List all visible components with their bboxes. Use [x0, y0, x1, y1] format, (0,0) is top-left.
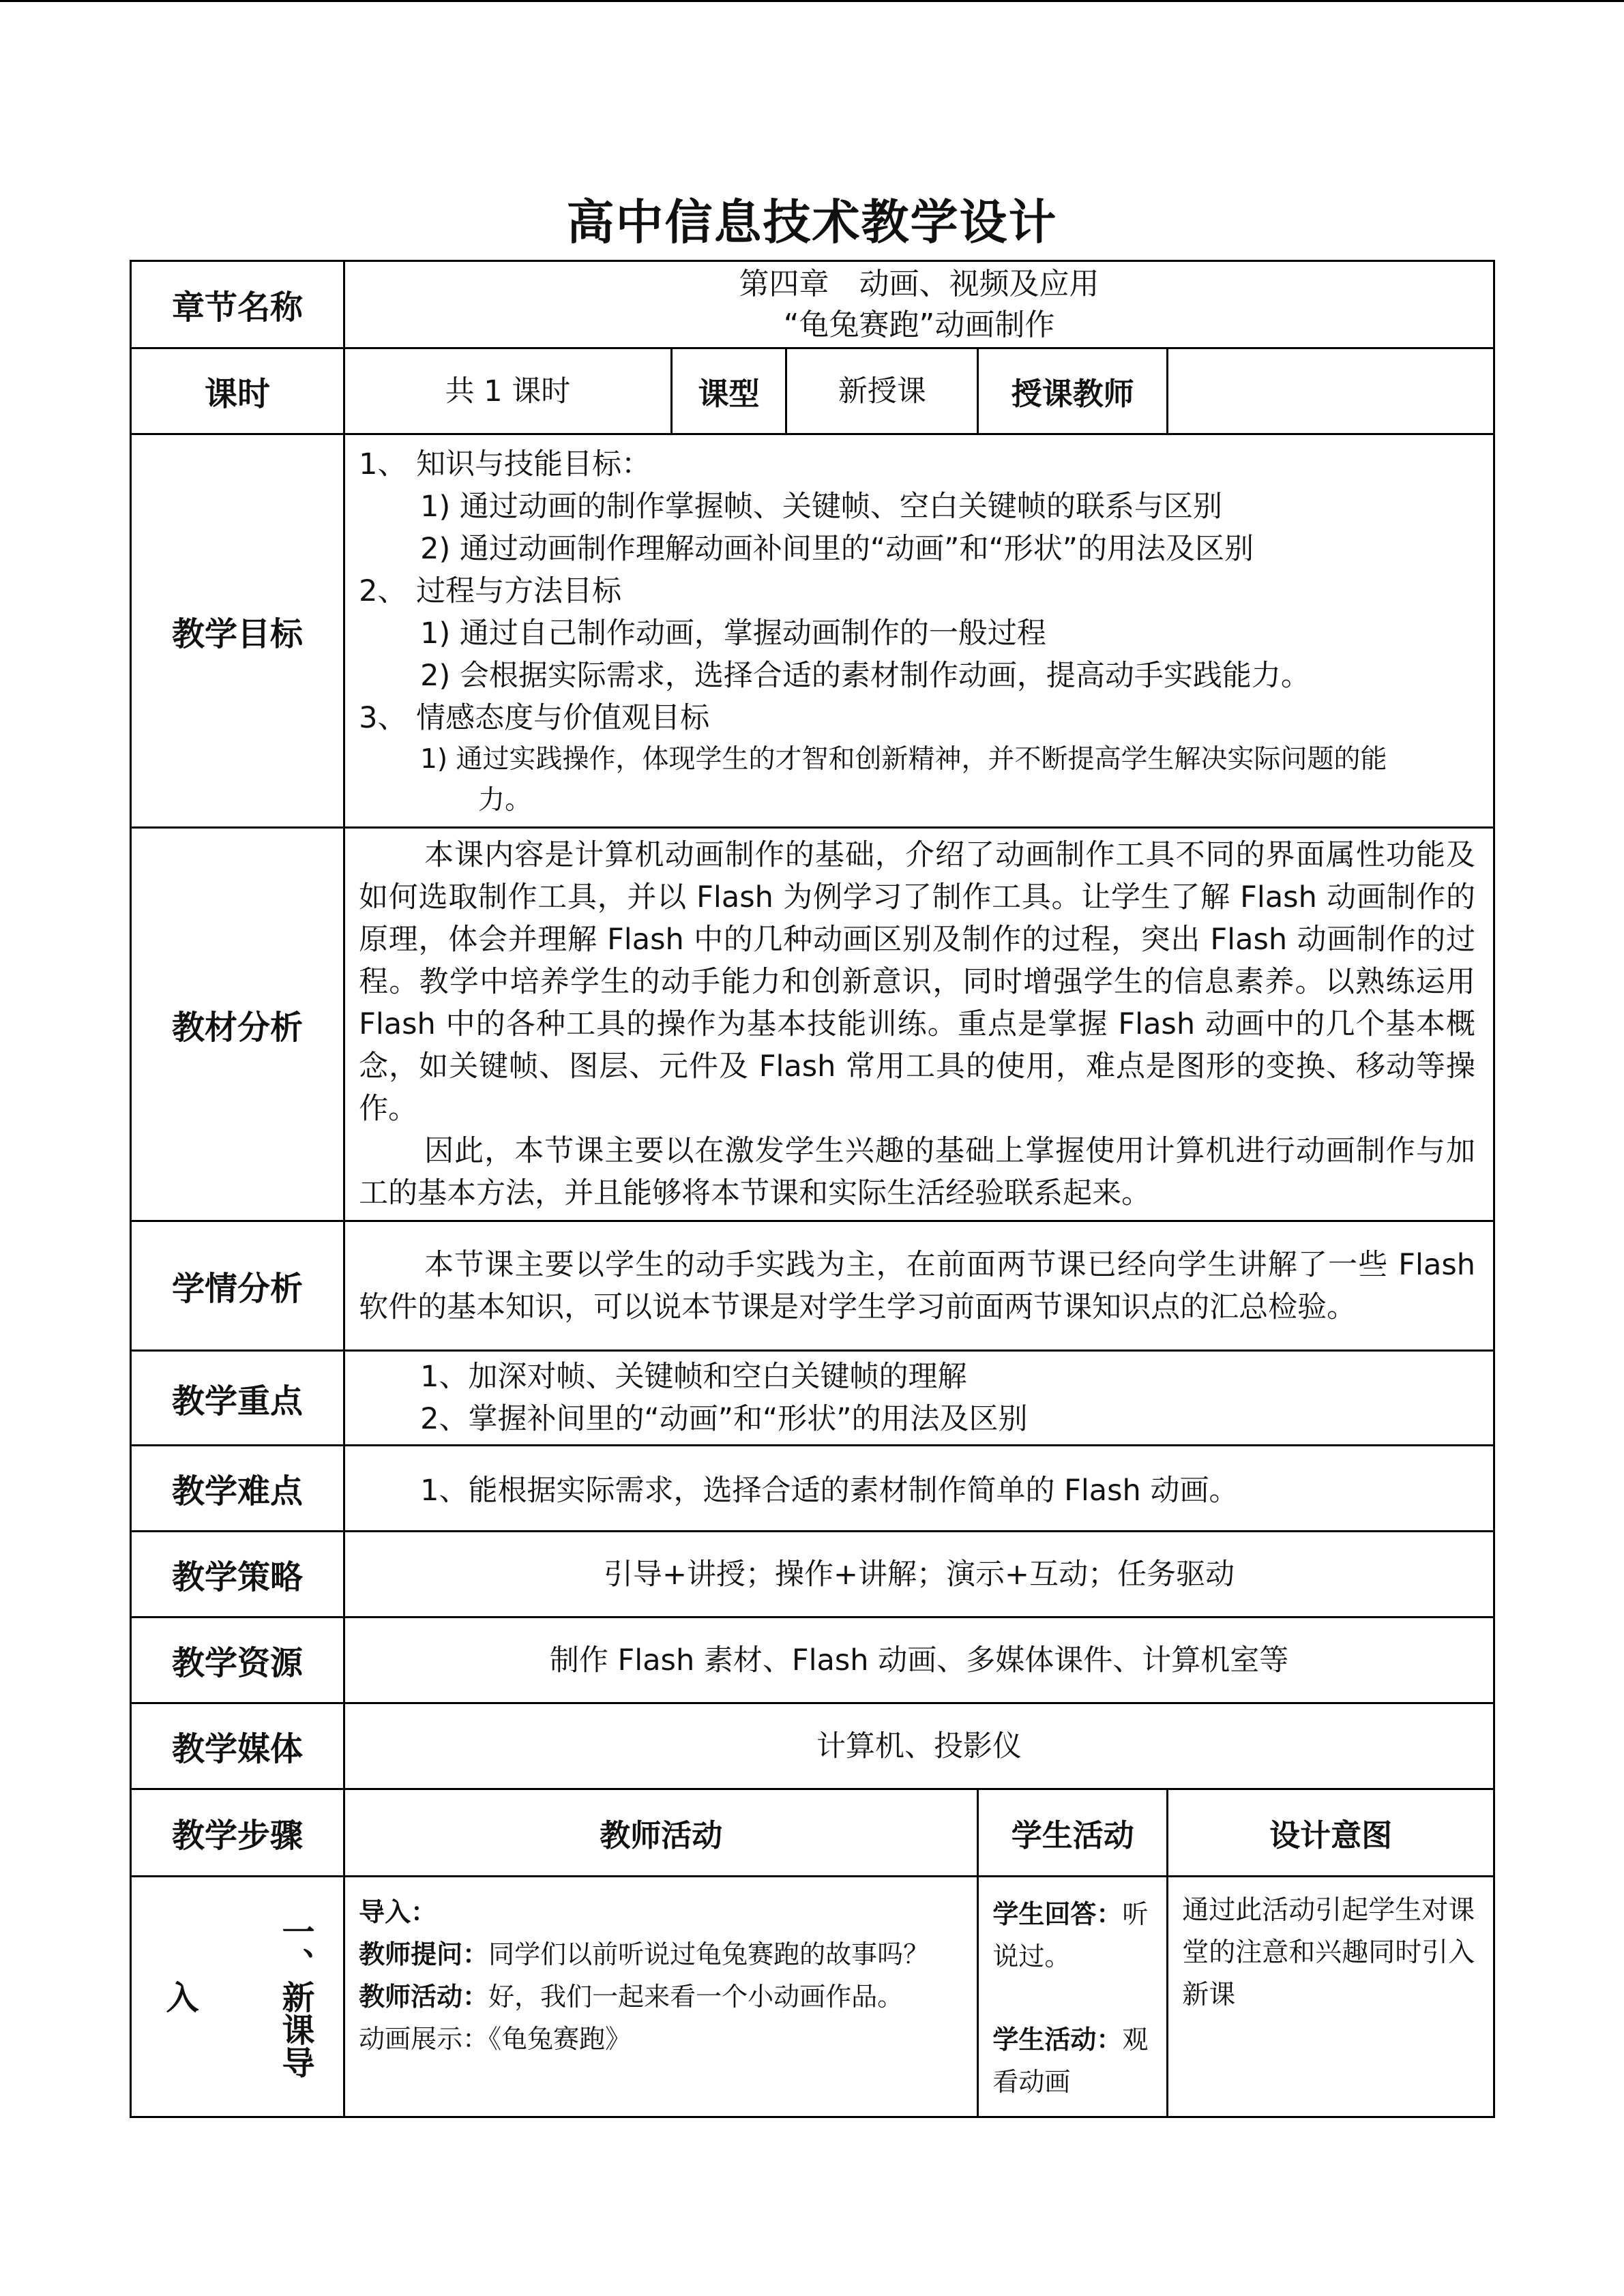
- resources-text: 制作 Flash 素材、Flash 动画、多媒体课件、计算机室等: [344, 1617, 1494, 1703]
- objectives-label: 教学目标: [131, 434, 344, 828]
- teacher-act-text: 好，我们一起来看一个小动画作品。: [488, 1982, 904, 2012]
- teacher-value: [1168, 348, 1494, 434]
- step1-name-cell: [131, 1877, 344, 2117]
- objective-line: 2) 会根据实际需求，选择合适的素材制作动画，提高动手实践能力。: [420, 659, 1310, 693]
- key-points-label: 教学重点: [131, 1351, 344, 1446]
- material-analysis-label: 教材分析: [131, 828, 344, 1221]
- objectives-content: [344, 434, 1494, 828]
- strategy-label: 教学策略: [131, 1532, 344, 1617]
- row-objectives: [131, 434, 1494, 828]
- answer-key: 学生回答：: [992, 1899, 1123, 1929]
- strategy-text: 引导+讲授；操作+讲解；演示+互动；任务驱动: [344, 1532, 1494, 1617]
- objective-line: 1) 通过自己制作动画，掌握动画制作的一般过程: [420, 616, 1046, 651]
- material-analysis-paragraph-2: 因此，本节课主要以在激发学生兴趣的基础上掌握使用计算机进行动画制作与加工的基本方法，并且能够将本节课和实际生活经验联系起来。: [359, 1134, 1475, 1210]
- design-intent-header: 设计意图: [1168, 1789, 1494, 1877]
- intro-key: 导入：: [359, 1897, 437, 1927]
- row-step-1: [131, 1877, 1494, 2117]
- key-points-content: [344, 1351, 1494, 1446]
- key-point-line: 2、掌握补间里的“动画”和“形状”的用法及区别: [420, 1402, 1028, 1436]
- media-label: 教学媒体: [131, 1703, 344, 1789]
- row-strategy: [131, 1532, 1494, 1617]
- key-point-line: 1、加深对帧、关键帧和空白关键帧的理解: [420, 1360, 967, 1394]
- teacher-activity-header: 教师活动: [344, 1789, 978, 1877]
- objective-line: 力。: [478, 785, 532, 816]
- objective-line: 1、 知识与技能目标：: [359, 447, 651, 481]
- row-media: [131, 1703, 1494, 1789]
- student-analysis-content: [344, 1221, 1494, 1351]
- teacher-act-key: 教师活动：: [359, 1982, 489, 2012]
- student-activity-header: 学生活动: [978, 1789, 1168, 1877]
- step1-design-intent: 通过此活动引起学生对课堂的注意和兴趣同时引入新课: [1168, 1877, 1494, 2117]
- media-text: 计算机、投影仪: [344, 1703, 1494, 1789]
- question-key: 教师提问：: [359, 1939, 489, 1969]
- material-analysis-paragraph-1: 本课内容是计算机动画制作的基础，介绍了动画制作工具不同的界面属性功能及如何选取制作工具，并以 Flash 为例学习了制作工具。让学生了解 Flash 动画制作的原理，体会并理解 Flash 中的几种动画区别及制作的过程，突出 Flash 动画制作的过程。教学中培养学生的动手能力和创新意识，同时增强学生的信息素养。以熟练运用 Flash 中的各种工具的操作为基本技能训练。重点是掌握 Flash 动画中的几个基本概念，如关键帧、图层、元件及 Flash 常用工具的使用，难点是图形的变换、移动等操作。: [359, 838, 1475, 1126]
- material-analysis-content: [344, 828, 1494, 1221]
- watch-text: 观看动画: [992, 2025, 1149, 2097]
- page-title: 高中信息技术教学设计: [566, 194, 1058, 250]
- hours-value: 共 1 课时: [344, 348, 672, 434]
- student-analysis-label: 学情分析: [131, 1221, 344, 1351]
- step1-student-activity: [978, 1877, 1168, 2117]
- type-value: 新授课: [786, 348, 978, 434]
- watch-key: 学生活动：: [992, 2025, 1123, 2055]
- row-steps-header: [131, 1789, 1494, 1877]
- hours-label: 课时: [131, 348, 344, 434]
- chapter-label: 章节名称: [131, 261, 344, 348]
- answer-text: 听说过。: [992, 1899, 1149, 1971]
- type-label: 课型: [671, 348, 786, 434]
- question-text: 同学们以前听说过龟兔赛跑的故事吗？: [488, 1939, 930, 1969]
- lesson-plan-table: [130, 260, 1495, 2118]
- steps-label: 教学步骤: [131, 1789, 344, 1877]
- objective-line: 1) 通过动画的制作掌握帧、关键帧、空白关键帧的联系与区别: [420, 490, 1222, 524]
- resources-label: 教学资源: [131, 1617, 344, 1703]
- objective-line: 2、 过程与方法目标: [359, 574, 622, 608]
- row-student-analysis: [131, 1221, 1494, 1351]
- row-chapter: [131, 261, 1494, 348]
- step1-name-vertical: 一、新课导: [276, 1915, 315, 2078]
- row-resources: [131, 1617, 1494, 1703]
- top-border-line: [0, 0, 1624, 2]
- row-key-points: [131, 1351, 1494, 1446]
- row-material-analysis: [131, 828, 1494, 1221]
- objective-line: 1) 通过实践操作，体现学生的才智和创新精神，并不断提高学生解决实际问题的能: [420, 744, 1387, 775]
- objective-line: 3、 情感态度与价值观目标: [359, 701, 710, 735]
- step1-teacher-activity: [344, 1877, 978, 2117]
- chapter-value: [344, 261, 1494, 348]
- chapter-line1: 第四章 动画、视频及应用: [739, 266, 1099, 301]
- row-lesson-info: [131, 348, 1494, 434]
- chapter-line2: “龟兔赛跑”动画制作: [783, 307, 1055, 342]
- difficulties-text: 1、能根据实际需求，选择合适的素材制作简单的 Flash 动画。: [344, 1446, 1494, 1532]
- animation-show-text: 动画展示：《龟兔赛跑》: [359, 2024, 632, 2054]
- row-difficulties: [131, 1446, 1494, 1532]
- objective-line: 2) 通过动画制作理解动画补间里的“动画”和“形状”的用法及区别: [420, 532, 1254, 566]
- step1-name-tail: 入: [160, 1980, 199, 2013]
- difficulties-label: 教学难点: [131, 1446, 344, 1532]
- student-analysis-text: 本节课主要以学生的动手实践为主，在前面两节课已经向学生讲解了一些 Flash 软件的基本知识，可以说本节课是对学生学习前面两节课知识点的汇总检验。: [359, 1247, 1475, 1324]
- teacher-label: 授课教师: [978, 348, 1168, 434]
